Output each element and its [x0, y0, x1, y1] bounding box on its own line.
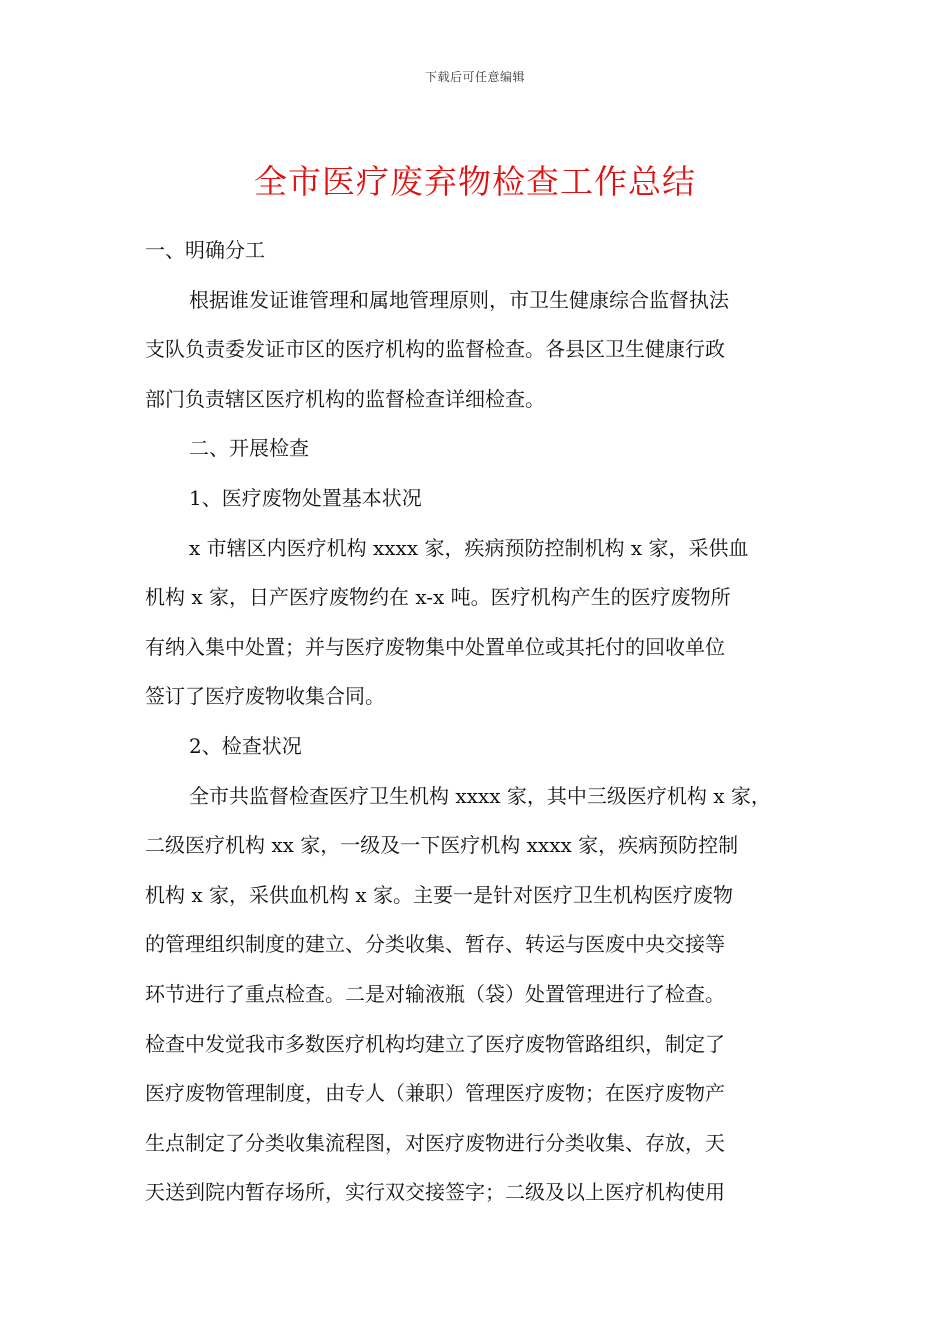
text-line: 有纳入集中处置；并与医疗废物集中处置单位或其托付的回收单位 [145, 634, 725, 659]
text-line: 天送到院内暂存场所，实行双交接签字；二级及以上医疗机构使用 [145, 1180, 725, 1205]
text-line: 机构 x 家，日产医疗废物约在 x-x 吨。医疗机构产生的医疗废物所 [145, 585, 731, 610]
text-line: 医疗废物管理制度，由专人（兼职）管理医疗废物；在医疗废物产 [145, 1081, 725, 1106]
text-line: 的管理组织制度的建立、分类收集、暂存、转运与医废中央交接等 [145, 932, 725, 957]
text-line: 机构 x 家，采供血机构 x 家。主要一是针对医疗卫生机构医疗废物 [145, 882, 733, 907]
document-body [145, 226, 805, 1218]
text-line: 签订了医疗废物收集合同。 [145, 684, 385, 709]
text-line: x 市辖区内医疗机构 xxxx 家，疾病预防控制机构 x 家，采供血 [189, 535, 749, 560]
text-line: 检查中发觉我市多数医疗机构均建立了医疗废物管路组织，制定了 [145, 1031, 725, 1056]
text-line: 全市共监督检查医疗卫生机构 xxxx 家，其中三级医疗机构 x 家， [189, 783, 771, 808]
text-line: 二、开展检查 [189, 436, 309, 461]
text-line: 部门负责辖区医疗机构的监督检查详细检查。 [145, 386, 545, 411]
text-line: 根据谁发证谁管理和属地管理原则，市卫生健康综合监督执法 [189, 287, 729, 312]
text-line: 生点制定了分类收集流程图，对医疗废物进行分类收集、存放，天 [145, 1130, 725, 1155]
text-line: 2、检查状况 [189, 733, 302, 758]
text-line: 1、医疗废物处置基本状况 [189, 485, 422, 510]
text-line: 支队负责委发证市区的医疗机构的监督检查。各县区卫生健康行政 [145, 337, 725, 362]
header-note: 下载后可任意编辑 [424, 70, 525, 84]
text-line: 环节进行了重点检查。二是对输液瓶（袋）处置管理进行了检查。 [145, 981, 725, 1006]
text-line: 一、明确分工 [145, 238, 265, 262]
text-line: 二级医疗机构 xx 家，一级及一下医疗机构 xxxx 家，疾病预防控制 [145, 833, 739, 858]
document-title: 全市医疗废弃物检查工作总结 [254, 162, 696, 202]
